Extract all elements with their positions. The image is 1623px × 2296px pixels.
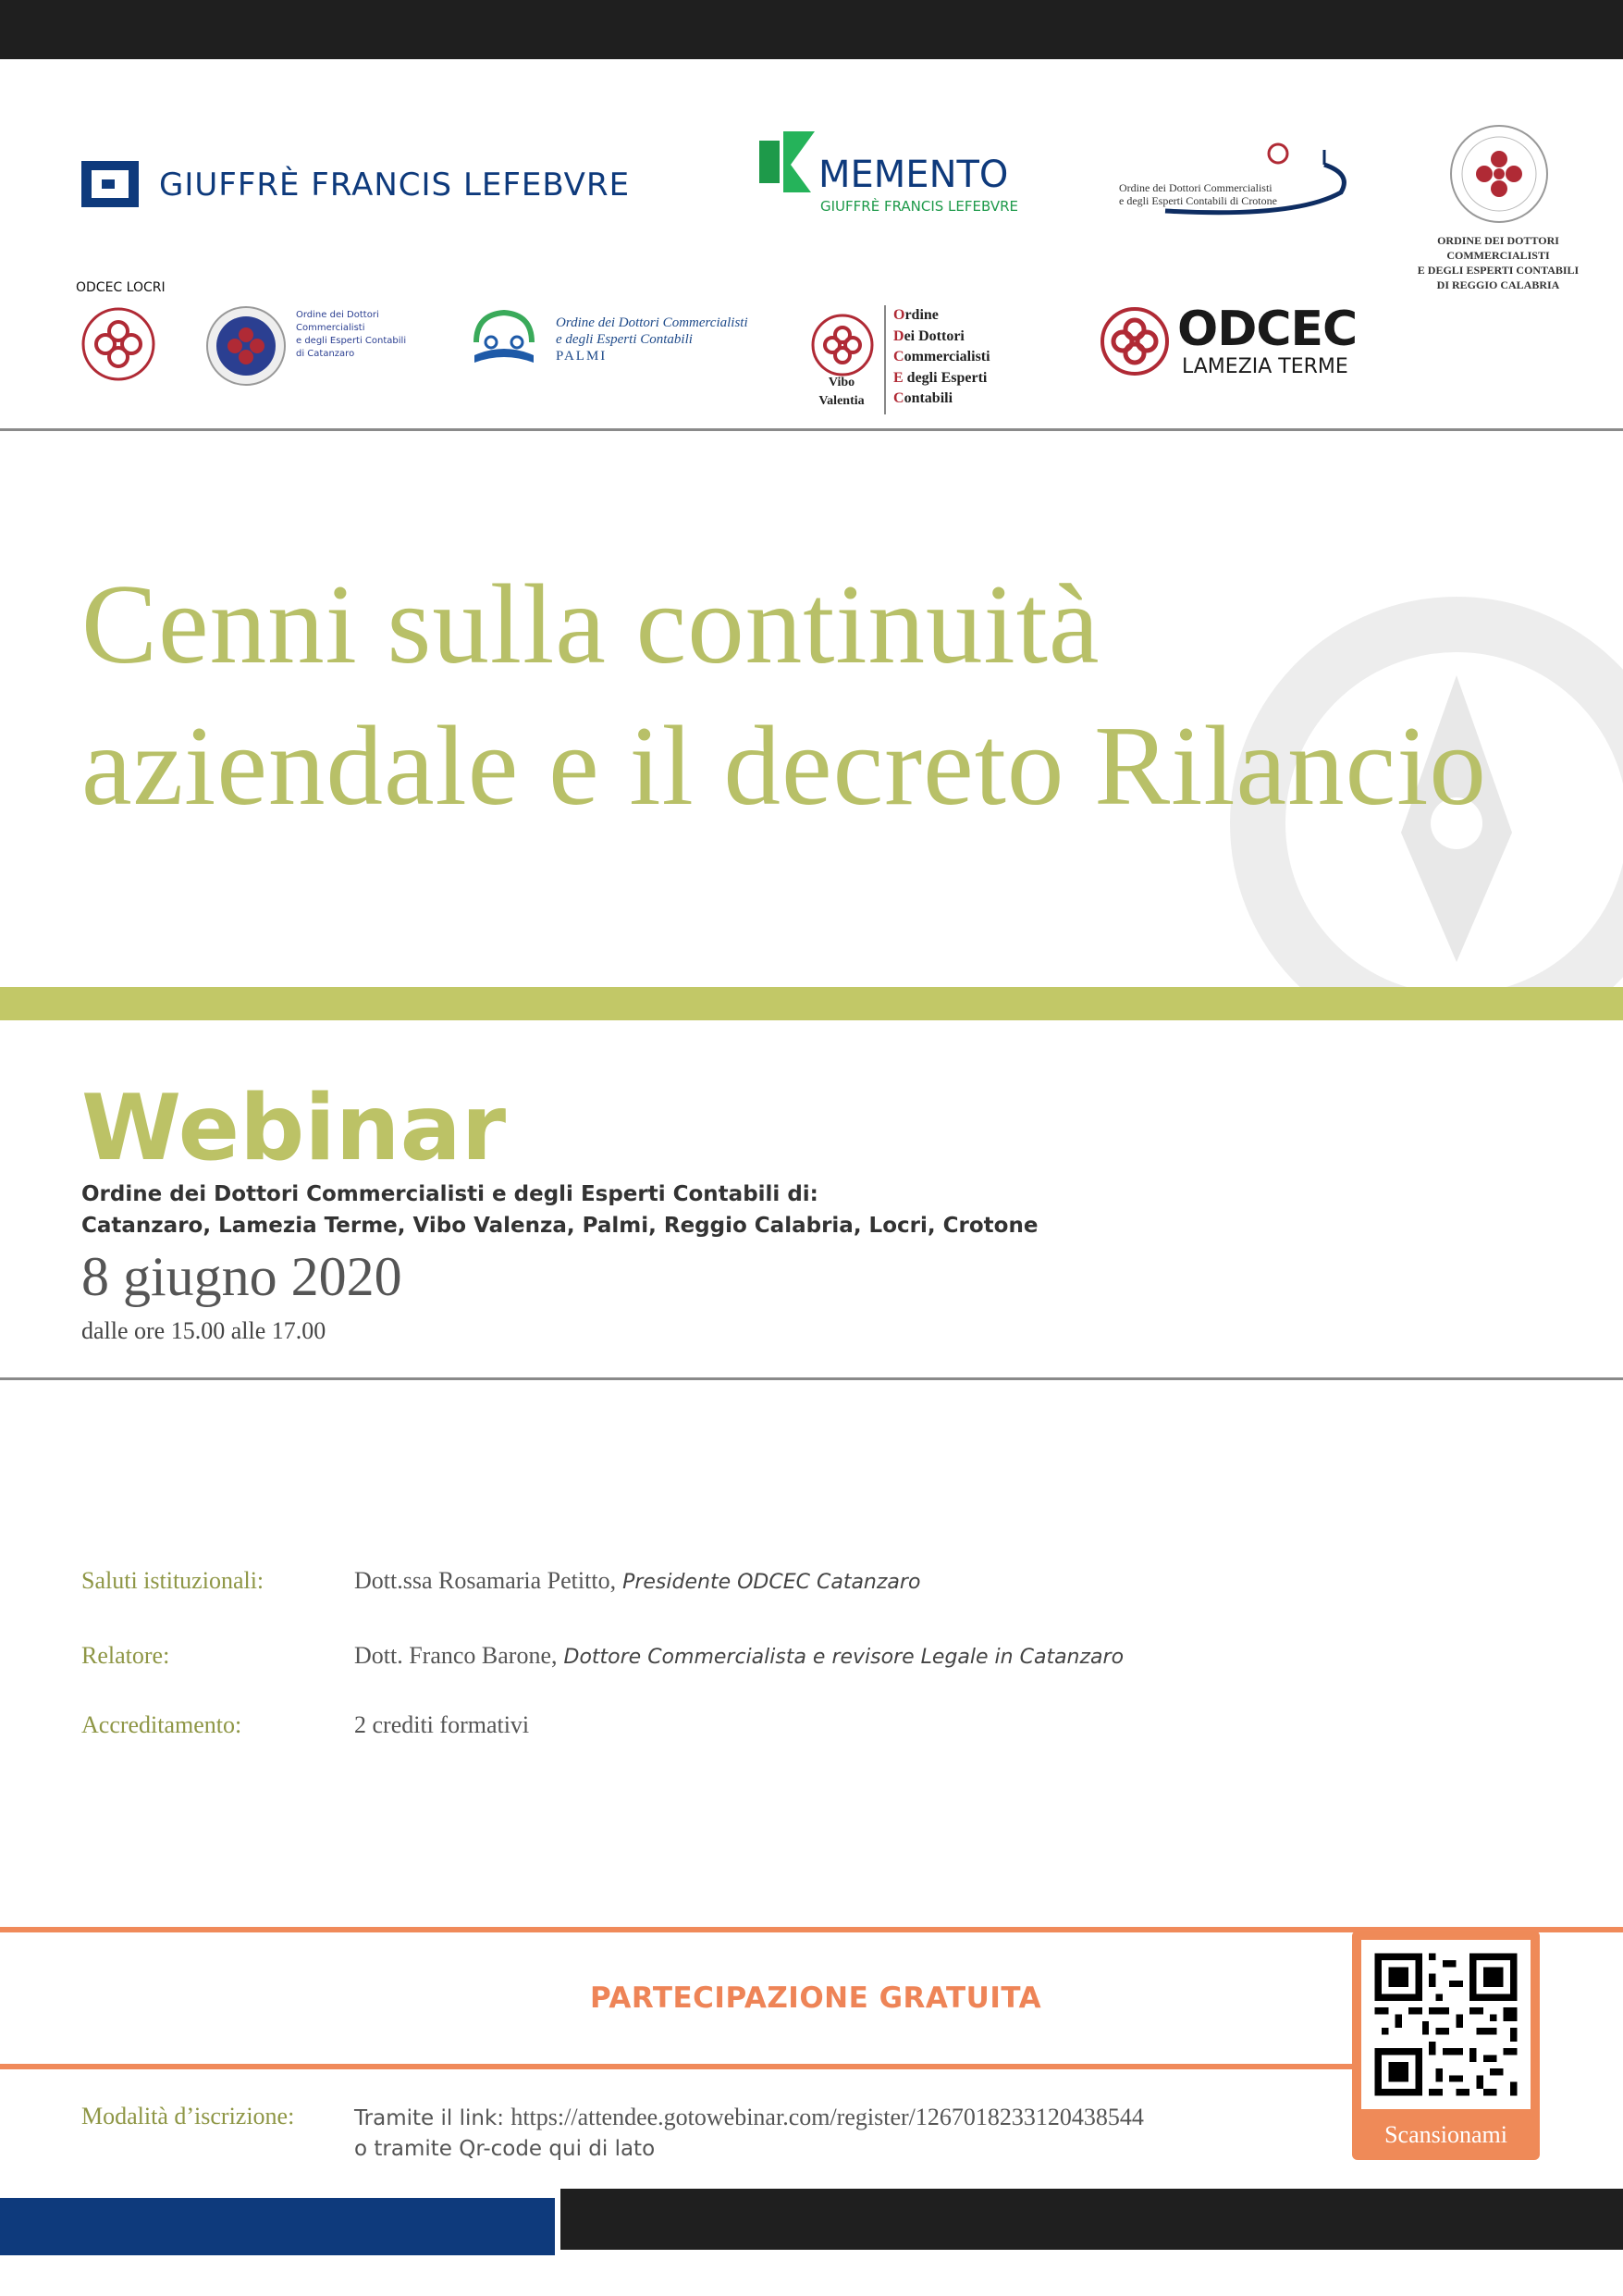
logo-lamezia: [1099, 302, 1376, 389]
catanzaro-line-3: di Catanzaro: [296, 349, 355, 359]
scan-label: Scansionami: [1384, 2121, 1507, 2148]
saluti-name: Dott.ssa Rosamaria Petitto,: [354, 1567, 617, 1594]
locri-seal-icon: [80, 305, 157, 383]
logo-palmi: [467, 305, 772, 389]
vibo-initial-4: E: [893, 369, 904, 386]
lamezia-sub: LAMEZIA TERME: [1182, 355, 1348, 378]
catanzaro-line-1: Ordine dei Dottori Commercialisti: [296, 310, 379, 333]
qr-code-icon: [1361, 1940, 1531, 2109]
catanzaro-text: [296, 309, 427, 361]
vibo-line-4: [893, 368, 990, 389]
catanzaro-seal-icon: [205, 305, 287, 387]
reggio-line-1: ORDINE DEI DOTTORI COMMERCIALISTI: [1437, 234, 1559, 262]
reggio-line-2: E DEGLI ESPERTI CONTABILI: [1417, 264, 1580, 277]
giuffre-g-icon: [81, 161, 139, 207]
qr-instruction: o tramite Qr-code qui di lato: [354, 2137, 656, 2161]
vibo-initial-5: C: [893, 390, 904, 406]
crotone-text: [1119, 181, 1277, 207]
detail-value-saluti: [354, 1567, 920, 1595]
vibo-rest-5: ontabili: [904, 390, 953, 406]
logo-catanzaro: [205, 305, 427, 389]
detail-label-saluti: Saluti istituzionali:: [81, 1567, 264, 1594]
orange-line-bottom: [0, 2064, 1352, 2069]
title-line-2: aziendale e il decreto Rilancio: [81, 702, 1487, 829]
registration-link-line: [354, 2104, 1144, 2131]
vibo-city-line-1: Vibo: [828, 376, 855, 389]
vibo-initial-2: D: [893, 327, 904, 344]
vibo-line-3: [893, 347, 990, 368]
reggio-text: [1387, 233, 1609, 292]
logo-crotone: [1110, 137, 1359, 220]
green-band: [0, 987, 1623, 1020]
vibo-initial-1: O: [893, 307, 905, 323]
memento-title: MEMENTO: [818, 154, 1009, 196]
logo-vibo: [805, 303, 1027, 414]
giuffre-text: GIUFFRÈ FRANCIS LEFEBVRE: [159, 167, 631, 204]
lamezia-title: ODCEC: [1177, 302, 1358, 357]
memento-leaf-icon: [754, 128, 820, 194]
vibo-line-5: [893, 389, 990, 410]
logo-divider: [0, 428, 1623, 431]
vibo-rest-4: degli Esperti: [903, 369, 988, 386]
event-time: dalle ore 15.00 alle 17.00: [81, 1317, 326, 1344]
event-type: Webinar: [81, 1076, 507, 1181]
palmi-line-3: PALMI: [556, 349, 608, 364]
vibo-rest-2: ei Dottori: [904, 327, 965, 344]
qr-code[interactable]: [1361, 1940, 1531, 2109]
reggio-line-3: DI REGGIO CALABRIA: [1436, 278, 1560, 291]
registration-link[interactable]: https://attendee.gotowebinar.com/register/1267018233120438544: [510, 2104, 1144, 2130]
vibo-seal-icon: [810, 313, 875, 377]
vibo-line-2: [893, 327, 990, 348]
vibo-divider: [884, 305, 886, 414]
palmi-line-2: e degli Esperti Contabili: [556, 332, 693, 347]
detail-value-relatore: [354, 1642, 1124, 1670]
bottom-blue-bar: [0, 2198, 555, 2255]
catanzaro-line-2: e degli Esperti Contabili: [296, 336, 407, 346]
vibo-line-1: [893, 305, 990, 327]
relatore-role: Dottore Commercialista e revisore Legale in Catanzaro: [557, 1646, 1125, 1669]
event-date: 8 giugno 2020: [81, 1246, 402, 1307]
registration-label: Modalità d’iscrizione:: [81, 2103, 295, 2129]
org-line-1: Ordine dei Dottori Commercialisti e degli Esperti Contabili di:: [81, 1182, 818, 1206]
link-prefix: Tramite il link:: [354, 2106, 511, 2130]
palmi-tree-icon: [467, 305, 541, 379]
crotone-swoosh-icon: [1110, 137, 1359, 220]
org-line-2: Catanzaro, Lamezia Terme, Vibo Valenza, Palmi, Reggio Calabria, Locri, Crotone: [81, 1214, 1039, 1238]
detail-label-relatore: Relatore:: [81, 1642, 170, 1669]
palmi-text: [556, 315, 748, 364]
vibo-city: [805, 374, 879, 411]
crotone-line-2: e degli Esperti Contabili di Crotone: [1119, 194, 1277, 207]
vibo-text: [893, 305, 990, 410]
qr-box[interactable]: [1352, 1931, 1540, 2160]
logo-giuffre: [81, 157, 655, 213]
logo-reggio: [1387, 122, 1609, 291]
memento-subtitle: GIUFFRÈ FRANCIS LEFEBVRE: [820, 198, 1018, 215]
logo-memento: [754, 128, 1031, 220]
free-participation: PARTECIPAZIONE GRATUITA: [590, 1981, 1042, 2015]
title-line-1: Cenni sulla continuità: [81, 561, 1100, 687]
detail-value-accreditamento: 2 crediti formativi: [354, 1711, 530, 1738]
detail-label-accreditamento: Accreditamento:: [81, 1711, 242, 1738]
crotone-line-1: Ordine dei Dottori Commercialisti: [1119, 181, 1273, 194]
saluti-role: Presidente ODCEC Catanzaro: [616, 1571, 921, 1594]
vibo-city-line-2: Valentia: [818, 394, 865, 408]
vibo-initial-3: C: [893, 349, 904, 364]
relatore-name: Dott. Franco Barone,: [354, 1642, 558, 1669]
lamezia-seal-icon: [1099, 305, 1171, 377]
bottom-dark-bar: [560, 2189, 1623, 2250]
info-divider: [0, 1377, 1623, 1380]
vibo-rest-3: ommercialisti: [904, 349, 990, 364]
top-bar: [0, 0, 1623, 59]
palmi-line-1: Ordine dei Dottori Commercialisti: [556, 315, 748, 330]
vibo-rest-1: rdine: [904, 307, 939, 323]
locri-label: ODCEC LOCRI: [76, 280, 166, 295]
reggio-seal-icon: [1447, 122, 1551, 226]
